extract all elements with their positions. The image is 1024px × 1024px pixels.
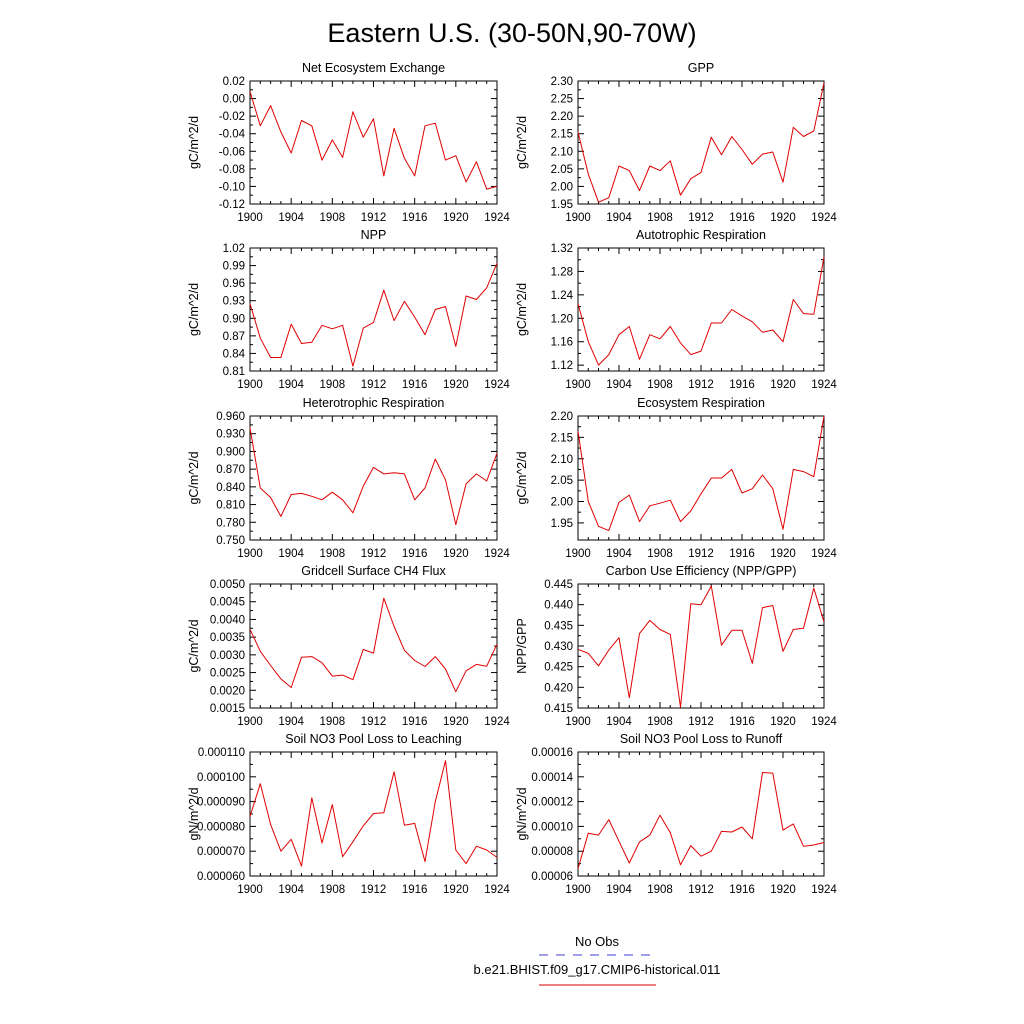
x-tick-label: 1908 [647,212,673,224]
panel-title: Autotrophic Respiration [636,228,766,242]
y-tick-label: 0.93 [222,295,245,308]
y-tick-label: 0.02 [222,76,245,88]
x-tick-label: 1912 [688,548,714,560]
series-line [250,263,497,366]
y-axis-label: NPP/GPP [515,618,529,674]
y-tick-label: 1.12 [550,360,573,373]
x-tick-label: 1900 [237,548,263,560]
y-tick-label: 0.00008 [531,846,573,859]
x-tick-label: 1900 [237,716,263,728]
y-tick-label: 0.00014 [531,771,573,784]
y-tick-label: 0.96 [222,278,245,291]
x-tick-label: 1916 [729,716,755,728]
y-tick-label: 0.00016 [531,747,573,759]
chart-panel [187,564,510,728]
x-tick-label: 1904 [606,379,632,391]
y-tick-label: 0.0025 [209,667,245,680]
y-tick-label: 0.84 [222,348,245,361]
plot-frame [578,752,824,876]
y-tick-label: 0.900 [216,446,245,459]
y-axis-label: gN/m^2/d [515,787,529,841]
x-tick-label: 1900 [565,212,591,224]
x-tick-label: 1912 [360,884,387,896]
chart-panel [187,396,510,560]
x-tick-label: 1920 [770,212,796,224]
x-tick-label: 1904 [606,548,632,560]
x-tick-label: 1904 [278,716,304,728]
y-axis-label: gC/m^2/d [515,282,529,337]
series-line [578,416,824,531]
y-tick-label: 2.15 [550,432,573,445]
x-tick-label: 1900 [565,379,591,391]
chart-panel [515,396,837,560]
y-tick-label: 0.870 [216,464,245,477]
y-tick-label: 1.32 [550,243,573,255]
y-tick-label: 0.00 [222,93,245,106]
series-line [578,257,824,365]
x-tick-label: 1924 [811,548,837,560]
panel-title: Gridcell Surface CH4 Flux [301,564,446,578]
y-axis-label: gN/m^2/d [187,787,201,841]
x-tick-label: 1900 [565,884,591,896]
y-tick-label: 0.435 [544,620,573,633]
y-tick-label: -0.08 [218,163,245,176]
y-tick-label: 2.25 [550,93,573,106]
x-tick-label: 1912 [360,212,387,224]
x-tick-label: 1920 [770,716,796,728]
y-tick-label: 0.0015 [209,703,245,715]
x-tick-label: 1916 [401,716,428,728]
y-tick-label: 1.24 [550,289,573,302]
y-tick-label: 2.20 [550,111,573,124]
y-axis-label: gC/m^2/d [187,115,201,170]
y-tick-label: 1.95 [550,199,573,211]
x-tick-label: 1912 [688,379,714,391]
chart-panel [187,732,510,896]
y-tick-label: 0.0030 [209,649,245,662]
y-tick-label: 0.750 [216,535,245,547]
series-line [578,773,824,869]
series-line [578,83,824,202]
x-tick-label: 1904 [606,212,632,224]
y-tick-label: 1.16 [550,336,573,349]
y-tick-label: 1.28 [550,266,573,279]
x-tick-label: 1908 [647,379,673,391]
x-tick-label: 1924 [484,212,510,224]
y-axis-label: gC/m^2/d [515,115,529,170]
x-tick-label: 1924 [811,379,837,391]
x-tick-label: 1904 [278,379,304,391]
chart-panel [515,564,837,728]
y-tick-label: 2.10 [550,146,573,159]
y-tick-label: 0.840 [216,481,245,494]
legend [474,934,721,985]
y-tick-label: 0.99 [222,260,245,273]
x-tick-label: 1912 [688,716,714,728]
y-axis-label: gC/m^2/d [515,451,529,505]
plot-frame [578,584,824,708]
y-tick-label: 0.00010 [531,821,573,834]
y-tick-label: -0.02 [218,111,245,124]
y-tick-label: 0.000070 [197,846,245,859]
plot-frame [578,81,824,204]
x-tick-label: 1920 [443,884,469,896]
x-tick-label: 1908 [647,884,673,896]
x-tick-label: 1904 [606,884,632,896]
x-tick-label: 1900 [565,548,591,560]
y-axis-label: gC/m^2/d [187,282,201,337]
y-tick-label: 0.000110 [197,747,245,759]
x-tick-label: 1904 [278,884,304,896]
x-tick-label: 1912 [360,379,387,391]
x-tick-label: 1912 [688,212,714,224]
y-tick-label: 0.780 [216,517,245,530]
x-tick-label: 1916 [401,884,428,896]
y-tick-label: 2.00 [550,496,573,509]
y-tick-label: 2.05 [550,163,573,176]
y-tick-label: 1.95 [550,517,573,530]
x-tick-label: 1908 [319,716,346,728]
y-tick-label: 2.05 [550,475,573,488]
panel-title: NPP [360,228,387,242]
x-tick-label: 1908 [319,212,346,224]
y-tick-label: 0.000080 [197,821,245,834]
y-tick-label: 0.445 [544,579,573,591]
main-title: Eastern U.S. (30-50N,90-70W) [327,18,697,48]
x-tick-label: 1904 [278,548,304,560]
y-tick-label: 0.90 [222,313,245,326]
y-tick-label: 2.30 [550,76,573,88]
panel-title: Soil NO3 Pool Loss to Runoff [619,732,783,746]
y-tick-label: 0.0050 [209,579,245,591]
x-tick-label: 1924 [484,716,510,728]
x-tick-label: 1912 [688,884,714,896]
y-tick-label: 0.430 [544,641,573,653]
y-tick-label: 2.15 [550,128,573,141]
x-tick-label: 1924 [811,884,837,896]
panel-title: Heterotrophic Respiration [302,396,445,410]
y-tick-label: 2.10 [550,453,573,466]
y-tick-label: -0.12 [218,199,245,211]
panel-title: Ecosystem Respiration [637,396,765,410]
x-tick-label: 1920 [770,884,796,896]
legend-model-label: b.e21.BHIST.f09_g17.CMIP6-historical.011 [473,962,721,977]
panel-title: Net Ecosystem Exchange [301,61,446,75]
y-tick-label: 0.0040 [209,614,245,627]
plot-frame [250,416,497,540]
series-line [250,761,497,866]
x-tick-label: 1920 [443,379,469,391]
x-tick-label: 1920 [443,212,469,224]
x-tick-label: 1916 [401,548,428,560]
y-tick-label: 1.20 [550,313,573,326]
plot-frame [250,248,497,371]
y-tick-label: 0.810 [216,499,245,512]
x-tick-label: 1924 [811,716,837,728]
x-tick-label: 1916 [729,379,755,391]
panel-grid [187,61,837,896]
chart-panel [515,732,837,896]
x-tick-label: 1916 [729,884,755,896]
x-tick-label: 1920 [770,379,796,391]
y-tick-label: 0.0045 [209,596,245,609]
chart-panel [187,61,510,224]
x-tick-label: 1908 [319,548,346,560]
y-tick-label: -0.06 [218,146,245,159]
plot-frame [578,248,824,371]
y-tick-label: -0.04 [218,128,245,141]
y-tick-label: -0.10 [218,181,245,194]
x-tick-label: 1924 [484,548,510,560]
legend-obs-label: No Obs [574,934,620,949]
plot-frame [250,584,497,708]
x-tick-label: 1904 [606,716,632,728]
panel-title: GPP [687,61,715,75]
x-tick-label: 1916 [729,212,755,224]
x-tick-label: 1908 [319,379,346,391]
x-tick-label: 1912 [360,548,387,560]
y-tick-label: 1.02 [222,243,245,255]
panel-title: Carbon Use Efficiency (NPP/GPP) [605,564,797,578]
y-tick-label: 0.0035 [209,632,245,645]
y-tick-label: 0.420 [544,682,573,695]
x-tick-label: 1916 [401,379,428,391]
x-tick-label: 1920 [443,716,469,728]
series-line [250,92,497,190]
x-tick-label: 1920 [770,548,796,560]
y-tick-label: 0.000100 [197,771,245,784]
x-tick-label: 1916 [729,548,755,560]
x-tick-label: 1900 [237,212,263,224]
y-tick-label: 0.000090 [197,796,245,809]
x-tick-label: 1924 [484,884,510,896]
y-axis-label: gC/m^2/d [187,619,201,673]
x-tick-label: 1924 [811,212,837,224]
series-line [578,586,824,707]
x-tick-label: 1912 [360,716,387,728]
y-tick-label: 0.0020 [209,685,245,698]
panel-title: Soil NO3 Pool Loss to Leaching [285,732,462,746]
y-tick-label: 0.960 [216,411,245,423]
x-tick-label: 1900 [237,379,263,391]
chart-panel [515,228,837,391]
x-tick-label: 1900 [237,884,263,896]
series-line [250,428,497,525]
plot-frame [578,416,824,540]
y-tick-label: 0.440 [544,599,573,612]
x-tick-label: 1908 [647,548,673,560]
y-tick-label: 0.415 [544,703,573,715]
y-tick-label: 0.930 [216,428,245,441]
x-tick-label: 1916 [401,212,428,224]
y-tick-label: 0.425 [544,661,573,674]
x-tick-label: 1908 [319,884,346,896]
chart-panel [187,228,510,391]
x-tick-label: 1924 [484,379,510,391]
y-axis-label: gC/m^2/d [187,451,201,505]
series-line [250,598,497,692]
chart-panel [515,61,837,224]
y-tick-label: 2.20 [550,411,573,423]
x-tick-label: 1900 [565,716,591,728]
y-tick-label: 0.81 [222,366,245,378]
plot-frame [250,81,497,204]
y-tick-label: 2.00 [550,181,573,194]
x-tick-label: 1904 [278,212,304,224]
x-tick-label: 1920 [443,548,469,560]
x-tick-label: 1908 [647,716,673,728]
y-tick-label: 0.000060 [197,871,245,883]
y-tick-label: 0.00006 [531,871,573,883]
y-tick-label: 0.00012 [531,796,573,809]
y-tick-label: 0.87 [222,330,245,343]
